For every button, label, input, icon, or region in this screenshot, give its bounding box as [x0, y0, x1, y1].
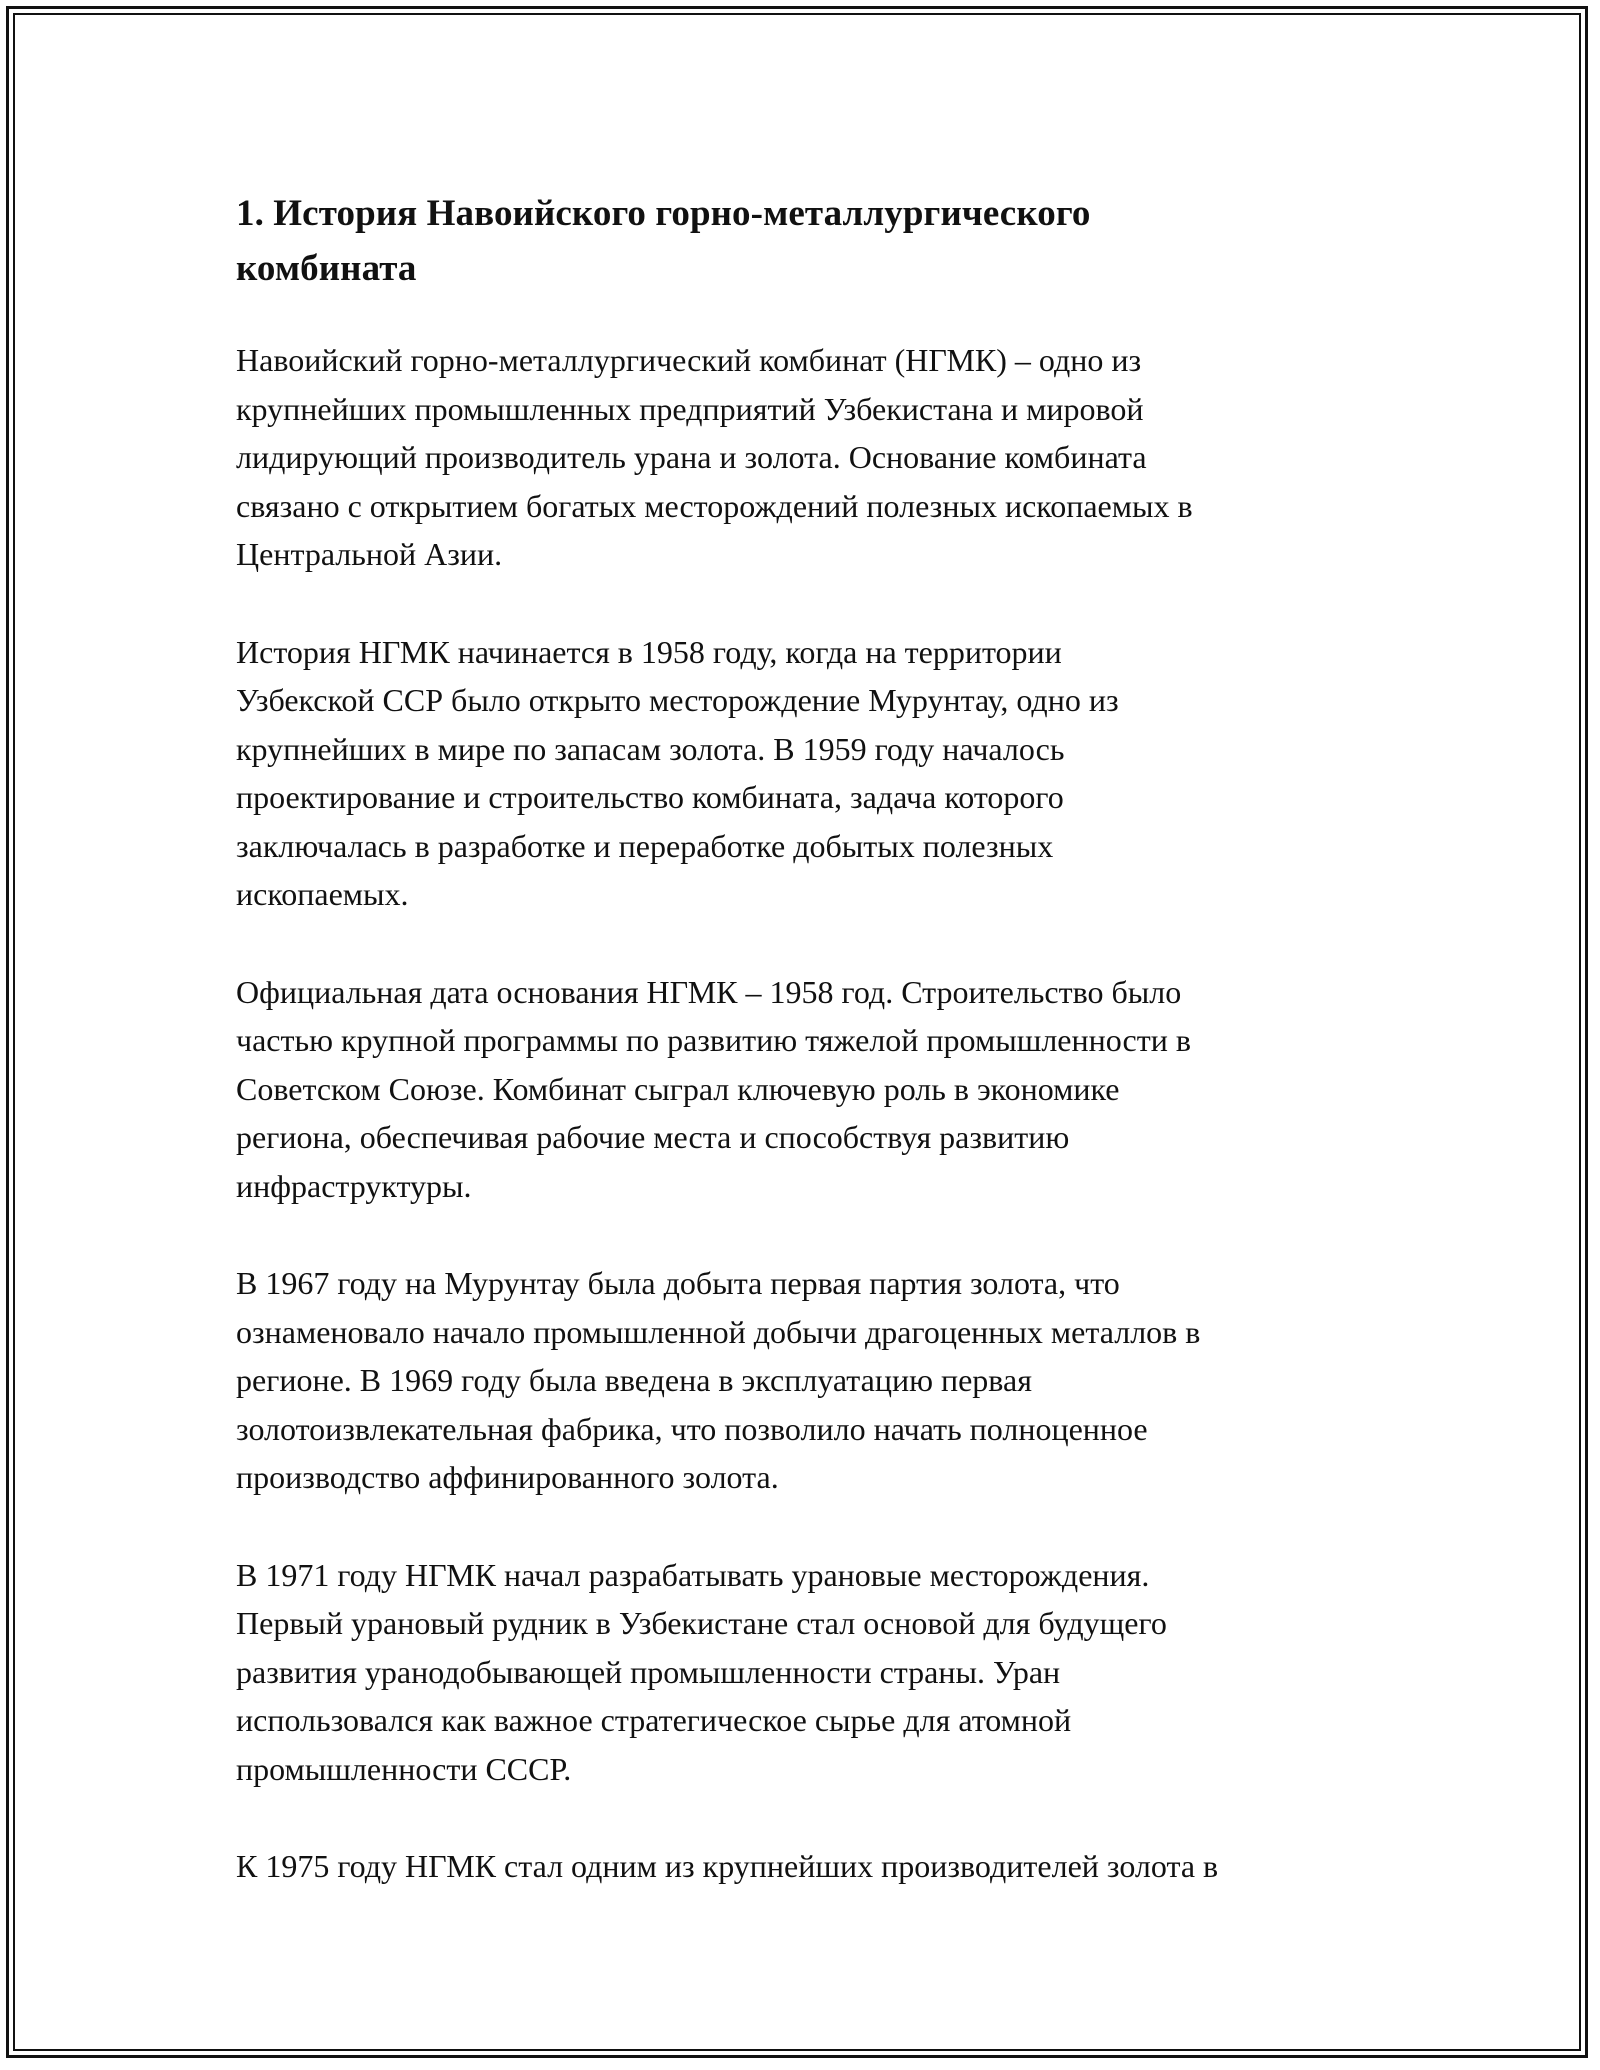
paragraph-gold-production: В 1967 году на Мурунтау была добыта первая партия золота, что ознаменовало начало промышленной добычи драгоценных металлов в регионе. В 1969 году была введена в эксплуатацию первая золотоизвлекательная фабрика, что позволило начать полноценное производство аффинированного золота.	[236, 1265, 1201, 1495]
document-body	[236, 186, 1386, 1940]
paragraph-uranium: В 1971 году НГМК начал разрабатывать урановые месторождения. Первый урановый рудник в Узбекистане стал основой для будущего развития уранодобывающей промышленности страны. Уран использовался как важное стратегическое сырье для атомной промышленности СССР.	[236, 1556, 1167, 1787]
document-title: 1. История Навоийского горно-металлургического комбината	[236, 193, 1091, 289]
paragraph-intro: Навоийский горно-металлургический комбинат (НГМК) – одно из крупнейших промышленных предприятий Узбекистана и мировой лидирующий производитель урана и золота. Основание комбината связано с открытием богатых месторождений полезных ископаемых в Центральной Азии.	[236, 342, 1193, 572]
paragraph-1975: К 1975 году НГМК стал одним из крупнейших производителей золота в	[236, 1848, 1219, 1884]
paragraph-history-start: История НГМК начинается в 1958 году, когда на территории Узбекской ССР было открыто месторождение Мурунтау, одно из крупнейших в мире по запасам золота. В 1959 году началось проектирование и строительство комбината, задача которого заключалась в разработке и переработке добытых полезных ископаемых.	[236, 633, 1119, 912]
paragraph-founding-date: Официальная дата основания НГМК – 1958 год. Строительство было частью крупной программы по развитию тяжелой промышленности в Советском Союзе. Комбинат сыграл ключевую роль в экономике региона, обеспечивая рабочие места и способствуя развитию инфраструктуры.	[236, 973, 1191, 1204]
